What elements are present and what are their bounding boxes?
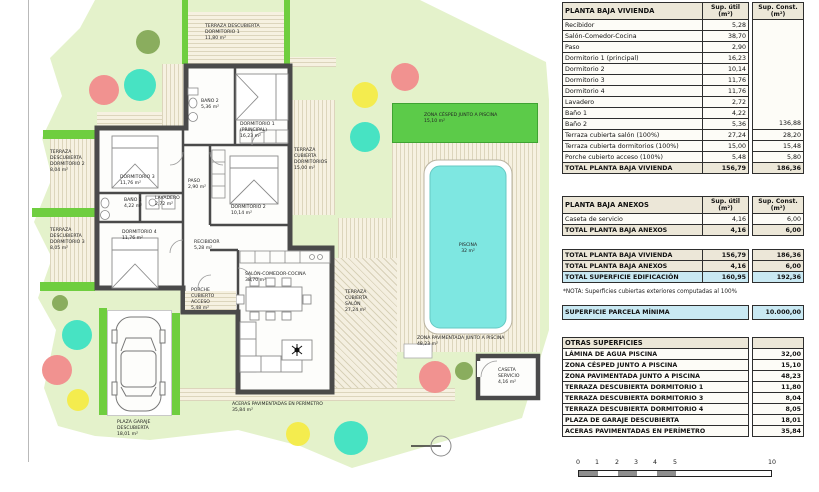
table-title: OTRAS SUPERFICIES bbox=[563, 338, 749, 349]
room-area: 11,76 m² bbox=[120, 180, 141, 186]
label-terraza-cubierta-salon bbox=[345, 290, 383, 314]
label-terraza-descubierta-dorm1 bbox=[205, 24, 263, 42]
room-area: 2,90 m² bbox=[188, 184, 207, 190]
room-name: DORMITORIO 4 bbox=[122, 230, 157, 235]
label-zona-cesped bbox=[424, 113, 524, 125]
table-title: PLANTA BAJA ANEXOS bbox=[563, 197, 703, 214]
room-area: 5,36 m² bbox=[201, 104, 220, 110]
table-planta-baja-vivienda bbox=[562, 2, 804, 174]
label-paso bbox=[188, 179, 216, 191]
area-name: ZONA PAVIMENTADA JUNTO A PISCINA bbox=[417, 336, 505, 341]
table-row: Recibidor 5,28 bbox=[563, 20, 804, 31]
table-row: TERRAZA DESCUBIERTA DORMITORIO 3 8,04 bbox=[563, 393, 804, 404]
room-area: 4,22 m² bbox=[124, 203, 143, 209]
label-dorm2 bbox=[231, 205, 279, 217]
label-caseta bbox=[498, 368, 532, 386]
label-porche bbox=[191, 288, 225, 312]
table-note: *NOTA: Superficies cubiertas exteriores computadas al 100% bbox=[563, 289, 738, 295]
label-recibidor bbox=[194, 240, 234, 252]
room-area: 38,70 m² bbox=[245, 277, 266, 283]
area-value: 8,05 m² bbox=[50, 245, 69, 251]
scale-tick: 0 bbox=[575, 459, 580, 466]
table-row: Salón-Comedor-Cocina 38,70 bbox=[563, 31, 804, 42]
scale-bar-rule bbox=[578, 470, 772, 477]
room-name: BAÑO 2 bbox=[201, 99, 219, 104]
room-name: SALÓN-COMEDOR-COCINA bbox=[245, 272, 306, 277]
label-plaza-garaje bbox=[117, 420, 165, 438]
label-bano2 bbox=[201, 99, 231, 111]
table-resumen-totales bbox=[562, 249, 804, 283]
car bbox=[112, 317, 165, 411]
col-header-sup-const: Sup. Const. (m²) bbox=[753, 3, 804, 20]
area-value: 27,24 m² bbox=[345, 307, 366, 313]
area-name: TERRAZA DESCUBIERTA DORMITORIO 2 bbox=[50, 150, 85, 167]
table-row: Lavadero 2,72 bbox=[563, 97, 804, 108]
table-parcela-minima bbox=[562, 305, 804, 320]
room-name: DORMITORIO 1 (PRINCIPAL) bbox=[240, 122, 275, 133]
label-terraza-cubierta-dormitorios bbox=[294, 148, 332, 172]
table-row: Dormitorio 3 11,76 bbox=[563, 75, 804, 86]
area-value: 18,01 m² bbox=[117, 431, 138, 437]
label-terraza-descubierta-dorm2 bbox=[50, 150, 90, 174]
table-total-row: TOTAL PLANTA BAJA ANEXOS 4,16 6,00 bbox=[563, 225, 804, 236]
room-name: RECIBIDOR bbox=[194, 240, 220, 245]
col-header-sup-util: Sup. útil (m²) bbox=[703, 3, 749, 20]
room-area: 5,28 m² bbox=[194, 245, 213, 251]
room-area: 2,72 m² bbox=[155, 201, 174, 207]
area-value: 15,10 m² bbox=[424, 118, 445, 124]
scale-tick: 5 bbox=[672, 459, 677, 466]
label-bano1 bbox=[124, 198, 152, 210]
scale-tick: 10 bbox=[767, 459, 776, 466]
room-name: DORMITORIO 3 bbox=[120, 175, 155, 180]
table-row: Paso 2,90 bbox=[563, 42, 804, 53]
table-row: Dormitorio 1 (principal) 16,23 bbox=[563, 53, 804, 64]
area-name: CASETA SERVICIO bbox=[498, 368, 520, 379]
table-row: PLAZA DE GARAJE DESCUBIERTA 18,01 bbox=[563, 415, 804, 426]
table-row: Caseta de servicio 4,16 6,00 bbox=[563, 214, 804, 225]
area-value: 32 m² bbox=[461, 248, 475, 254]
label-piscina bbox=[452, 243, 484, 255]
room-name: LAVADERO bbox=[155, 196, 180, 201]
table-row: Terraza cubierta salón (100%) 27,24 28,20 bbox=[563, 130, 804, 141]
scale-tick: 3 bbox=[633, 459, 638, 466]
label-salon bbox=[245, 272, 320, 284]
table-row: SUPERFICIE PARCELA MÍNIMA 10.000,00 bbox=[563, 306, 804, 320]
area-value: 15,00 m² bbox=[294, 165, 315, 171]
area-name: TERRAZA DESCUBIERTA DORMITORIO 1 bbox=[205, 24, 260, 35]
area-name: TERRAZA DESCUBIERTA DORMITORIO 3 bbox=[50, 228, 85, 245]
label-terraza-descubierta-dorm3 bbox=[50, 228, 90, 252]
table-row: Baño 2 5,36 136,88 bbox=[563, 119, 804, 130]
table-row: TERRAZA DESCUBIERTA DORMITORIO 4 8,05 bbox=[563, 404, 804, 415]
area-name: ZONA CÉSPED JUNTO A PISCINA bbox=[424, 113, 498, 118]
scale-tick: 1 bbox=[594, 459, 599, 466]
table-header-row bbox=[563, 197, 804, 214]
label-lavadero bbox=[155, 196, 189, 208]
area-name: ACERAS PAVIMENTADAS EN PERÍMETRO bbox=[232, 402, 323, 407]
table-total-row: TOTAL PLANTA BAJA ANEXOS 4,16 6,00 bbox=[563, 261, 804, 272]
room-area: 10,14 m² bbox=[231, 210, 252, 216]
table-row: Dormitorio 4 11,76 bbox=[563, 86, 804, 97]
table-planta-baja-anexos bbox=[562, 196, 804, 236]
label-dorm4 bbox=[122, 230, 170, 242]
label-dorm1 bbox=[240, 122, 286, 140]
table-otras-superficies bbox=[562, 337, 804, 437]
room-area: 5,48 m² bbox=[191, 305, 210, 311]
area-value: 11,80 m² bbox=[205, 35, 226, 41]
col-header-sup-util: Sup. útil (m²) bbox=[703, 197, 749, 214]
table-row: Baño 1 4,22 bbox=[563, 108, 804, 119]
area-name: TERRAZA CUBIERTA SALÓN bbox=[345, 290, 368, 307]
table-row: Porche cubierto acceso (100%) 5,48 5,80 bbox=[563, 152, 804, 163]
table-row: ZONA CÉSPED JUNTO A PISCINA 15,10 bbox=[563, 360, 804, 371]
table-header-row bbox=[563, 338, 804, 349]
table-row: Terraza cubierta dormitorios (100%) 15,00 15,48 bbox=[563, 141, 804, 152]
area-name: PISCINA bbox=[458, 243, 478, 248]
room-name: PASO bbox=[188, 179, 201, 184]
table-row: Dormitorio 2 10,14 bbox=[563, 64, 804, 75]
room-area: 11,76 m² bbox=[122, 235, 143, 241]
table-total-row: TOTAL PLANTA BAJA VIVIENDA 156,79 186,36 bbox=[563, 163, 804, 174]
label-aceras bbox=[232, 402, 344, 414]
table-row: TERRAZA DESCUBIERTA DORMITORIO 1 11,80 bbox=[563, 382, 804, 393]
area-name: PLAZA GARAJE DESCUBIERTA bbox=[117, 420, 151, 431]
room-name: PORCHE CUBIERTO ACCESO bbox=[191, 288, 215, 305]
scale-tick: 4 bbox=[652, 459, 657, 466]
scale-tick: 2 bbox=[614, 459, 619, 466]
area-value: 4,16 m² bbox=[498, 379, 517, 385]
area-value: 35,84 m² bbox=[232, 407, 253, 413]
table-grand-total-row: TOTAL SUPERFICIE EDIFICACIÓN 160,95 192,36 bbox=[563, 272, 804, 283]
table-title: PLANTA BAJA VIVIENDA bbox=[563, 3, 703, 20]
col-header-sup-const: Sup. Const. (m²) bbox=[753, 197, 804, 214]
table-total-row: TOTAL PLANTA BAJA VIVIENDA 156,79 186,36 bbox=[563, 250, 804, 261]
table-row: LÁMINA DE AGUA PISCINA 32,00 bbox=[563, 349, 804, 360]
area-value: 8,04 m² bbox=[50, 167, 69, 173]
table-header-row bbox=[563, 3, 804, 20]
area-name: TERRAZA CUBIERTA DORMITORIOS bbox=[294, 148, 328, 165]
room-name: BAÑO 1 bbox=[124, 198, 142, 203]
room-area: 16,23 m² bbox=[240, 133, 261, 139]
north-symbol-icon bbox=[411, 436, 451, 456]
table-row: ACERAS PAVIMENTADAS EN PERÍMETRO 35,84 bbox=[563, 426, 804, 437]
label-zona-pavimentada bbox=[417, 336, 523, 348]
room-name: DORMITORIO 2 bbox=[231, 205, 266, 210]
table-row: ZONA PAVIMENTADA JUNTO A PISCINA 48,23 bbox=[563, 371, 804, 382]
area-value: 48,23 m² bbox=[417, 341, 438, 347]
label-dorm3 bbox=[120, 175, 168, 187]
